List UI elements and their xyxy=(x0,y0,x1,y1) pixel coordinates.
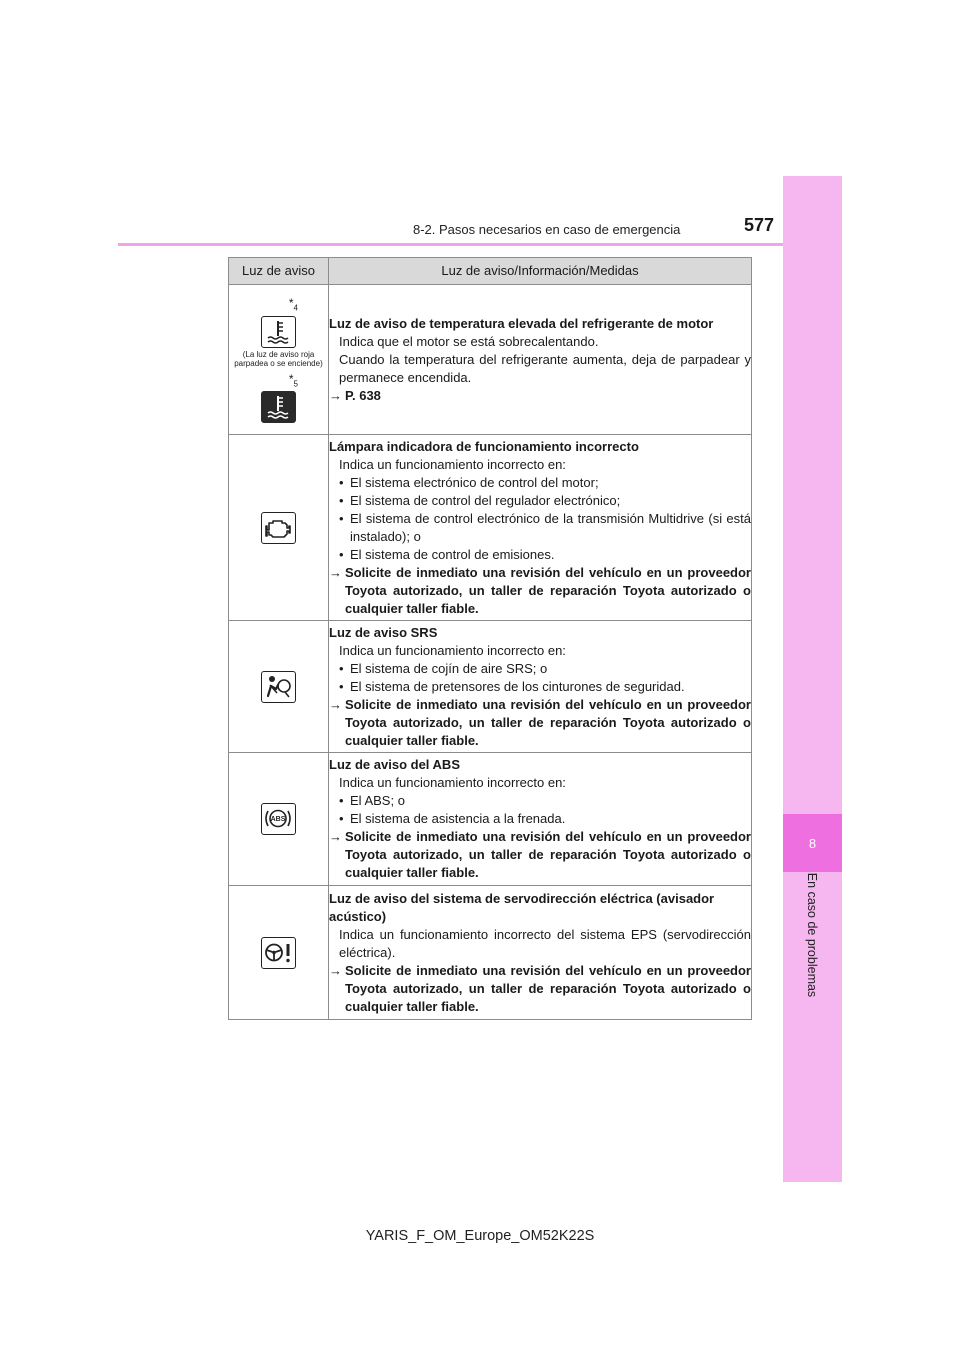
table-row xyxy=(229,285,752,435)
airbag-icon xyxy=(261,671,296,703)
description-line: Indica que el motor se está sobrecalentando. xyxy=(339,333,599,349)
page-reference: → P. 638 xyxy=(329,387,751,405)
list-item: • El sistema electrónico de control del motor; xyxy=(329,474,751,492)
list-item: • El sistema de cojín de aire SRS; o xyxy=(329,660,751,678)
chapter-side-tab xyxy=(783,176,842,1182)
info-cell xyxy=(329,886,752,1020)
description-line: Indica un funcionamiento incorrecto en: xyxy=(339,456,566,472)
info-cell xyxy=(329,285,752,435)
table-row xyxy=(229,435,752,621)
column-header-info: Luz de aviso/Información/Medidas xyxy=(329,258,752,285)
table-row xyxy=(229,753,752,886)
abs-icon-text: ABS xyxy=(270,816,286,824)
warning-title: Luz de aviso de temperatura elevada del refrigerante de motor xyxy=(329,315,714,331)
action-instruction: → Solicite de inmediato una revisión del vehículo en un proveedor Toyota autorizado, un taller de reparación Toyota autorizado o cualquier taller fiable. xyxy=(329,828,751,882)
icon-cell xyxy=(229,285,329,435)
description-line: Cuando la temperatura del refrigerante aumenta, deja de parpadear y permanece encendida. xyxy=(339,351,751,385)
footnote-marker: $*_4$ xyxy=(288,296,298,313)
description-line: Indica un funcionamiento incorrecto en: xyxy=(339,642,566,658)
warning-title: Lámpara indicadora de funcionamiento incorrecto xyxy=(329,438,639,454)
list-item: • El sistema de asistencia a la frenada. xyxy=(329,810,751,828)
list-item: • El sistema de pretensores de los cinturones de seguridad. xyxy=(329,678,751,696)
description-line: Indica un funcionamiento incorrecto en: xyxy=(339,775,566,790)
power-steering-warning-icon xyxy=(261,937,296,969)
info-cell xyxy=(329,753,752,886)
list-item: • El sistema de control electrónico de la transmisión Multidrive (si está instalado); o xyxy=(329,510,751,546)
list-item: • El sistema de control de emisiones. xyxy=(329,546,751,564)
icon-caption: (La luz de aviso roja parpadea o se enciende) xyxy=(234,349,323,368)
warning-title: Luz de aviso del sistema de servodirección eléctrica (avisador acústico) xyxy=(329,890,715,924)
info-cell xyxy=(329,621,752,753)
info-cell xyxy=(329,435,752,621)
footnote-marker: $*_5$ xyxy=(288,371,298,388)
check-engine-icon xyxy=(261,512,296,544)
icon-cell xyxy=(229,621,329,753)
section-title: 8-2. Pasos necesarios en caso de emergencia xyxy=(413,222,681,237)
action-instruction: → Solicite de inmediato una revisión del vehículo en un proveedor Toyota autorizado, un taller de reparación Toyota autorizado o cualquier taller fiable. xyxy=(329,962,751,1016)
coolant-temperature-icon xyxy=(261,316,296,348)
page-number: 577 xyxy=(744,215,775,235)
abs-icon xyxy=(261,803,296,835)
description-line: Indica un funcionamiento incorrecto del sistema EPS (servodirección eléctrica). xyxy=(339,926,751,960)
action-instruction: → Solicite de inmediato una revisión del vehículo en un proveedor Toyota autorizado, un taller de reparación Toyota autorizado o cualquier taller fiable. xyxy=(329,564,751,618)
table-row xyxy=(229,621,752,753)
list-item: • El ABS; o xyxy=(329,792,751,810)
header-divider xyxy=(118,243,783,246)
warning-title: Luz de aviso del ABS xyxy=(329,757,460,772)
icon-cell xyxy=(229,435,329,621)
chapter-title: En caso de problemas xyxy=(805,872,819,998)
action-instruction: → Solicite de inmediato una revisión del vehículo en un proveedor Toyota autorizado, un taller de reparación Toyota autorizado o cualquier taller fiable. xyxy=(329,696,751,750)
icon-cell xyxy=(229,753,329,886)
document-code: YARIS_F_OM_Europe_OM52K22S xyxy=(365,1228,595,1244)
icon-cell xyxy=(229,886,329,1020)
table-row xyxy=(229,886,752,1020)
chapter-number-tab: 8 xyxy=(783,814,842,872)
coolant-temperature-filled-icon xyxy=(261,391,296,423)
warning-title: Luz de aviso SRS xyxy=(329,624,438,640)
table-header-row xyxy=(229,258,752,285)
column-header-icon: Luz de aviso xyxy=(229,258,329,285)
list-item: • El sistema de control del regulador electrónico; xyxy=(329,492,751,510)
warning-lights-table xyxy=(228,257,752,1020)
